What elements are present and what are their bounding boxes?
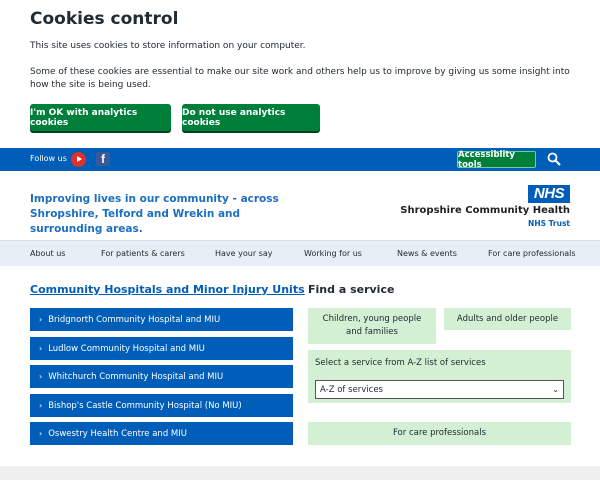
hospital-label: Ludlow Community Hospital and MIU: [48, 343, 205, 354]
search-icon[interactable]: [547, 152, 561, 166]
nav-item-working-for-us[interactable]: Working for us: [304, 249, 362, 258]
hospital-label: Bishop's Castle Community Hospital (No MIU): [48, 400, 242, 411]
hospital-link-bridgnorth[interactable]: [30, 308, 293, 331]
az-services-label: Select a service from A-Z list of services: [315, 358, 486, 368]
chevron-right-icon: ›: [39, 315, 43, 324]
az-services-select[interactable]: [315, 380, 564, 399]
footer-strip: [0, 466, 600, 480]
youtube-icon[interactable]: [71, 152, 86, 167]
top-bar: [0, 148, 600, 171]
nav-item-have-your-say[interactable]: Have your say: [215, 249, 273, 258]
follow-us-label: Follow us: [30, 154, 67, 163]
accept-cookies-button[interactable]: I'm OK with analytics cookies: [30, 104, 171, 131]
care-professionals-button[interactable]: For care professionals: [308, 422, 571, 445]
organisation-name: Shropshire Community Health: [400, 205, 570, 216]
chevron-right-icon: ›: [39, 344, 43, 353]
chevron-right-icon: ›: [39, 429, 43, 438]
az-selected-value: A-Z of services: [320, 384, 383, 395]
chevron-right-icon: ›: [39, 401, 43, 410]
hospital-label: Bridgnorth Community Hospital and MIU: [48, 314, 221, 325]
adults-older-people-button[interactable]: Adults and older people: [444, 308, 571, 330]
cookie-title: Cookies control: [30, 9, 179, 29]
find-service-title: Find a service: [308, 283, 395, 296]
cookie-intro: This site uses cookies to store information on your computer.: [30, 41, 306, 51]
az-services-panel: [308, 350, 571, 403]
accessibility-tools-button[interactable]: Accessiblity tools: [457, 151, 536, 168]
site-tagline: Improving lives in our community - across Shropshire, Telford and Wrekin and surrounding areas.: [30, 193, 279, 235]
hospital-link-bishops-castle[interactable]: [30, 394, 293, 417]
reject-cookies-button[interactable]: Do not use analytics cookies: [182, 104, 320, 131]
nav-item-patients-carers[interactable]: For patients & carers: [101, 249, 185, 258]
chevron-down-icon: ⌄: [552, 385, 559, 394]
nav-item-care-professionals[interactable]: For care professionals: [488, 249, 576, 258]
facebook-icon[interactable]: f: [96, 152, 110, 166]
hospital-link-ludlow[interactable]: [30, 337, 293, 360]
hospital-label: Whitchurch Community Hospital and MIU: [48, 371, 224, 382]
cookie-detail: Some of these cookies are essential to make our site work and others help us to improve by giving us some insight into how the site is being used.: [30, 67, 570, 90]
chevron-right-icon: ›: [39, 372, 43, 381]
hospitals-section-title[interactable]: Community Hospitals and Minor Injury Units: [30, 283, 305, 296]
organisation-subtitle: NHS Trust: [528, 219, 570, 228]
hospital-link-oswestry[interactable]: [30, 422, 293, 445]
cookie-banner: [0, 0, 600, 148]
hospital-label: Oswestry Health Centre and MIU: [48, 428, 187, 439]
hospital-link-whitchurch[interactable]: [30, 365, 293, 388]
nav-item-about-us[interactable]: About us: [30, 249, 66, 258]
main-nav: [0, 240, 600, 266]
site-header: [0, 171, 600, 240]
children-families-button[interactable]: Children, young people and families: [308, 308, 436, 344]
nav-item-news-events[interactable]: News & events: [397, 249, 457, 258]
nhs-logo[interactable]: NHS: [528, 185, 570, 203]
